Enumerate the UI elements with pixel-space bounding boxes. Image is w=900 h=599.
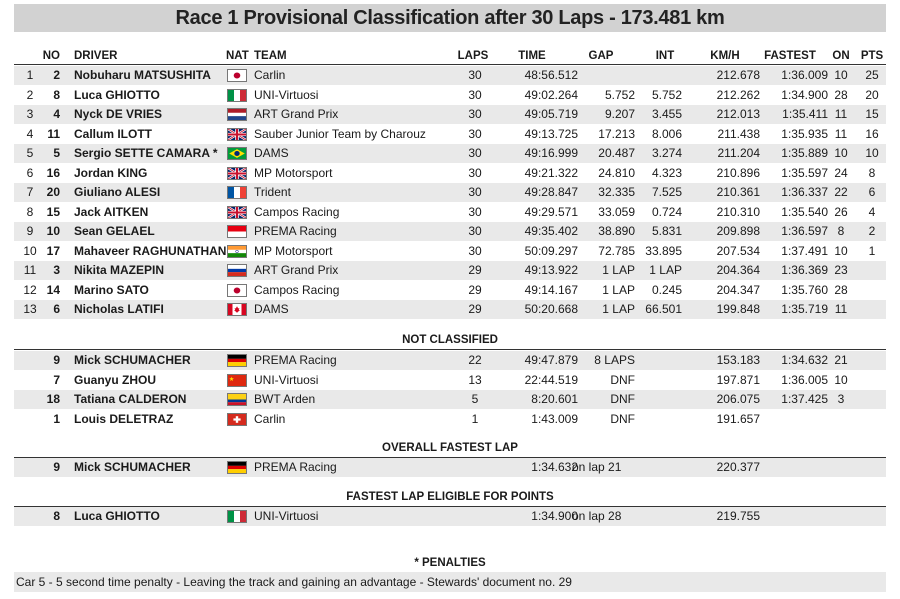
overall-fastest-title: OVERALL FASTEST LAP [382, 442, 518, 454]
team-name: DAMS [254, 302, 289, 316]
header-driver: DRIVER [74, 50, 118, 62]
laps: 13 [468, 372, 482, 387]
race-time: 49:05.719 [524, 107, 578, 121]
eligible-fastest-time: 1:34.900 [531, 509, 578, 523]
fastest-on-lap: 10 [834, 146, 848, 160]
table-row [14, 351, 886, 370]
driver-name: Mick SCHUMACHER [74, 353, 191, 367]
interval: 1 LAP [649, 263, 682, 277]
header-divider [14, 64, 886, 65]
team-name: ART Grand Prix [254, 263, 339, 277]
position: 6 [26, 165, 34, 180]
laps: 30 [468, 87, 482, 102]
overall-fastest-row [14, 458, 886, 477]
team-name: MP Motorsport [254, 243, 333, 258]
table-row [14, 144, 886, 163]
not-classified-divider [14, 349, 886, 350]
fastest-on-lap: 22 [834, 185, 848, 199]
table-row [14, 164, 886, 183]
speed-kmh: 212.262 [716, 87, 760, 102]
position: 5 [26, 146, 34, 160]
driver-name: Callum ILOTT [74, 126, 152, 141]
table-row [14, 86, 886, 105]
table-row [14, 281, 886, 300]
fastest-on-lap: 10 [834, 372, 848, 387]
team-name: Sauber Junior Team by Charouz [254, 126, 426, 141]
fastest-on-lap: 3 [837, 392, 845, 406]
header-on: ON [832, 50, 850, 62]
overall-fastest-kmh: 220.377 [716, 460, 760, 474]
team-name: UNI-Virtuosi [254, 87, 319, 102]
overall-fastest-driver: Mick SCHUMACHER [74, 460, 191, 474]
car-number: 10 [46, 224, 60, 238]
team-name: Campos Racing [254, 204, 340, 219]
driver-name: Mahaveer RAGHUNATHAN [74, 243, 227, 258]
car-number: 16 [46, 165, 60, 180]
driver-name: Sergio SETTE CAMARA * [74, 146, 218, 160]
race-time: 49:28.847 [524, 185, 578, 199]
fastest-on-lap: 11 [834, 302, 848, 316]
race-time: 49:35.402 [524, 224, 578, 238]
car-number: 14 [46, 282, 60, 297]
fastest-lap: 1:34.632 [781, 353, 828, 367]
car-number: 3 [53, 263, 60, 277]
team-name: ART Grand Prix [254, 107, 339, 121]
points: 15 [865, 107, 879, 121]
header-gap: GAP [588, 50, 614, 62]
interval: 0.245 [651, 282, 682, 297]
driver-name: Nicholas LATIFI [74, 302, 164, 316]
position: 8 [26, 204, 34, 219]
fastest-lap: 1:35.719 [781, 302, 828, 316]
driver-name: Nikita MAZEPIN [74, 263, 165, 277]
fastest-lap: 1:35.597 [781, 165, 828, 180]
eligible-fastest-no: 8 [53, 509, 60, 523]
fastest-lap: 1:36.337 [781, 185, 828, 199]
table-row [14, 183, 886, 202]
table-row [14, 261, 886, 280]
interval: 0.724 [651, 204, 682, 219]
gap: 1 LAP [602, 263, 635, 277]
fastest-on-lap: 28 [834, 282, 848, 297]
team-name: Trident [254, 185, 291, 199]
fastest-lap: 1:36.597 [781, 224, 828, 238]
flag-uk-icon [227, 206, 247, 219]
laps: 30 [468, 165, 482, 180]
laps: 30 [468, 68, 482, 82]
laps: 5 [471, 392, 479, 406]
laps: 22 [468, 353, 482, 367]
speed-kmh: 210.361 [716, 185, 760, 199]
penalty-text: Car 5 - 5 second time penalty - Leaving the track and gaining an advantage - Stewards' document no. 29 [14, 572, 886, 592]
car-number: 9 [53, 353, 60, 367]
fastest-lap: 1:36.009 [781, 68, 828, 82]
team-name: BWT Arden [254, 392, 316, 406]
interval: 4.323 [651, 165, 682, 180]
gap: 38.890 [598, 224, 635, 238]
car-number: 2 [53, 68, 60, 82]
fastest-on-lap: 11 [834, 126, 848, 141]
gap: DNF [610, 411, 635, 426]
race-time: 1:43.009 [531, 411, 578, 426]
speed-kmh: 211.438 [717, 126, 760, 141]
interval: 7.525 [651, 185, 682, 199]
points [858, 281, 886, 300]
speed-kmh: 212.013 [716, 107, 760, 121]
team-name: UNI-Virtuosi [254, 372, 319, 387]
driver-name: Guanyu ZHOU [74, 372, 157, 387]
fastest-lap: 1:35.540 [781, 204, 828, 219]
points: 10 [865, 146, 879, 160]
race-time: 49:02.264 [524, 87, 578, 102]
header-laps: LAPS [457, 50, 489, 62]
laps: 30 [468, 204, 482, 219]
driver-name: Luca GHIOTTO [74, 87, 160, 102]
gap: 32.335 [598, 185, 635, 199]
race-time: 49:29.571 [524, 204, 578, 219]
eligible-fastest-team: UNI-Virtuosi [254, 509, 319, 523]
table-row [14, 300, 886, 319]
driver-name: Nyck DE VRIES [74, 107, 163, 121]
gap [584, 66, 635, 85]
team-name: Carlin [254, 68, 286, 82]
car-number: 17 [46, 243, 60, 258]
car-number: 8 [53, 87, 60, 102]
table-row [14, 390, 886, 409]
fastest-lap: 1:35.935 [781, 126, 828, 141]
car-number: 5 [53, 146, 60, 160]
gap: 17.213 [598, 126, 635, 141]
table-row [14, 371, 886, 390]
laps: 30 [468, 224, 482, 238]
position: 2 [26, 87, 34, 102]
fastest-lap: 1:36.369 [781, 263, 828, 277]
laps: 29 [468, 263, 482, 277]
gap: 24.810 [598, 165, 635, 180]
table-row [14, 203, 886, 222]
laps: 29 [468, 302, 482, 316]
driver-name: Nobuharu MATSUSHITA [74, 68, 211, 82]
position: 3 [26, 107, 34, 121]
car-number: 7 [53, 372, 60, 387]
interval: 8.006 [651, 126, 682, 141]
car-number: 4 [53, 107, 60, 121]
team-name: DAMS [254, 146, 289, 160]
eligible-fastest-kmh: 219.755 [716, 509, 760, 523]
speed-kmh: 210.310 [716, 204, 760, 219]
position: 9 [26, 224, 34, 238]
laps: 1 [471, 411, 479, 426]
not-classified-title: NOT CLASSIFIED [402, 334, 498, 346]
race-time: 49:16.999 [524, 146, 578, 160]
fastest-on-lap: 26 [834, 204, 848, 219]
gap: 1 LAP [602, 302, 635, 316]
position: 10 [23, 243, 37, 258]
gap: 8 LAPS [594, 353, 635, 367]
header-int: INT [655, 50, 675, 62]
gap: 33.059 [598, 204, 635, 219]
table-row [14, 105, 886, 124]
race-time: 8:20.601 [531, 392, 578, 406]
speed-kmh: 191.657 [716, 411, 760, 426]
car-number: 18 [46, 392, 60, 406]
fastest-on-lap: 8 [837, 224, 845, 238]
overall-fastest-onlap: on lap 21 [572, 460, 622, 474]
position: 13 [23, 302, 37, 316]
interval: 5.831 [651, 224, 682, 238]
laps: 30 [468, 126, 482, 141]
flag-japan-icon [227, 284, 247, 297]
header-kmh: KM/H [710, 50, 740, 62]
fastest-lap: 1:34.900 [781, 87, 828, 102]
eligible-fastest-title: FASTEST LAP ELIGIBLE FOR POINTS [346, 491, 554, 503]
flag-italy-icon [227, 89, 247, 102]
table-row [14, 66, 886, 85]
race-time: 49:13.922 [524, 263, 578, 277]
eligible-fastest-onlap: on lap 28 [572, 509, 622, 523]
car-number: 15 [46, 204, 60, 219]
fastest-lap: 1:37.425 [781, 392, 828, 406]
interval: 66.501 [645, 302, 682, 316]
eligible-fastest-row [14, 507, 886, 526]
flag-netherlands-icon [227, 108, 247, 121]
flag-brazil-icon [227, 147, 247, 160]
speed-kmh: 199.848 [716, 302, 760, 316]
header-fastest: FASTEST [764, 50, 816, 62]
fastest-on-lap [826, 410, 856, 429]
team-name: PREMA Racing [254, 353, 337, 367]
flag-italy-icon [227, 510, 247, 523]
gap: 9.207 [604, 107, 635, 121]
fastest-lap [764, 410, 828, 429]
car-number: 6 [53, 302, 60, 316]
fastest-on-lap: 11 [834, 107, 848, 121]
race-time: 49:47.879 [524, 353, 578, 367]
position: 4 [26, 126, 34, 141]
flag-russia-icon [227, 264, 247, 277]
points: 6 [868, 185, 876, 199]
fastest-on-lap: 28 [834, 87, 848, 102]
laps: 29 [468, 282, 482, 297]
driver-name: Louis DELETRAZ [74, 411, 174, 426]
points: 1 [868, 243, 876, 258]
table-row [14, 242, 886, 261]
gap: 1 LAP [602, 282, 635, 297]
speed-kmh: 210.896 [716, 165, 760, 180]
points: 2 [868, 224, 876, 238]
fastest-lap: 1:35.411 [782, 107, 828, 121]
fastest-lap: 1:35.760 [781, 282, 828, 297]
flag-canada-icon [227, 303, 247, 316]
speed-kmh: 212.678 [716, 68, 760, 82]
fastest-on-lap: 10 [834, 243, 848, 258]
team-name: PREMA Racing [254, 224, 337, 238]
fastest-on-lap: 10 [834, 68, 848, 82]
driver-name: Marino SATO [74, 282, 149, 297]
position: 11 [23, 263, 37, 277]
flag-uk-icon [227, 167, 247, 180]
speed-kmh: 207.534 [716, 243, 760, 258]
eligible-fastest-driver: Luca GHIOTTO [74, 509, 160, 523]
fastest-on-lap: 24 [834, 165, 848, 180]
car-number: 1 [53, 411, 60, 426]
race-time: 50:09.297 [524, 243, 578, 258]
points: 8 [868, 165, 876, 180]
interval: 3.455 [651, 107, 682, 121]
speed-kmh: 206.075 [716, 392, 760, 406]
points [858, 300, 886, 319]
points: 25 [865, 68, 879, 82]
header-nat: NAT [226, 50, 249, 62]
fastest-lap: 1:35.889 [781, 146, 828, 160]
table-row [14, 222, 886, 241]
table-row [14, 410, 886, 429]
flag-japan-icon [227, 69, 247, 82]
flag-india-icon [227, 245, 247, 258]
race-time: 49:21.322 [524, 165, 578, 180]
speed-kmh: 197.871 [716, 372, 760, 387]
team-name: Carlin [254, 411, 286, 426]
laps: 30 [468, 243, 482, 258]
flag-uk-icon [227, 128, 247, 141]
flag-france-icon [227, 186, 247, 199]
speed-kmh: 204.364 [716, 263, 760, 277]
flag-colombia-icon [227, 393, 247, 406]
speed-kmh: 209.898 [716, 224, 760, 238]
points: 20 [865, 87, 879, 102]
position: 7 [26, 185, 34, 199]
race-time: 49:14.167 [524, 282, 578, 297]
fastest-lap: 1:36.005 [781, 372, 828, 387]
interval: 33.895 [645, 243, 682, 258]
speed-kmh: 153.183 [716, 353, 760, 367]
points: 16 [865, 126, 879, 141]
driver-name: Sean GELAEL [74, 224, 155, 238]
overall-fastest-team: PREMA Racing [254, 460, 337, 474]
gap: 5.752 [604, 87, 635, 102]
header-pts: PTS [860, 50, 884, 62]
header-time: TIME [518, 50, 546, 62]
points: 4 [868, 204, 876, 219]
page-title: Race 1 Provisional Classification after 30 Laps - 173.481 km [14, 4, 886, 32]
race-time: 49:13.725 [524, 126, 578, 141]
speed-kmh: 204.347 [716, 282, 760, 297]
overall-fastest-no: 9 [53, 460, 60, 474]
gap: 20.487 [598, 146, 635, 160]
interval: 3.274 [651, 146, 682, 160]
position: 12 [23, 282, 37, 297]
flag-switzerland-icon [227, 413, 247, 426]
laps: 30 [468, 185, 482, 199]
laps: 30 [468, 107, 482, 121]
flag-china-icon [227, 374, 247, 387]
points [858, 261, 886, 280]
header-no: NO [42, 50, 60, 62]
race-time: 50:20.668 [524, 302, 578, 316]
driver-name: Tatiana CALDERON [74, 392, 187, 406]
car-number: 20 [46, 185, 60, 199]
laps: 30 [468, 146, 482, 160]
team-name: Campos Racing [254, 282, 340, 297]
header-team: TEAM [254, 50, 287, 62]
table-row [14, 125, 886, 144]
team-name: MP Motorsport [254, 165, 333, 180]
gap: DNF [610, 372, 635, 387]
fastest-lap: 1:37.491 [781, 243, 828, 258]
position: 1 [26, 68, 34, 82]
speed-kmh: 211.204 [717, 146, 760, 160]
flag-germany-icon [227, 461, 247, 474]
interval: 5.752 [651, 87, 682, 102]
fastest-on-lap: 23 [834, 263, 848, 277]
interval [634, 66, 682, 85]
fastest-on-lap: 21 [834, 353, 848, 367]
penalties-title: * PENALTIES [414, 557, 486, 569]
car-number: 11 [47, 126, 60, 141]
overall-fastest-time: 1:34.632 [531, 460, 578, 474]
flag-germany-icon [227, 354, 247, 367]
race-time: 48:56.512 [524, 68, 578, 82]
driver-name: Giuliano ALESI [74, 185, 161, 199]
driver-name: Jordan KING [74, 165, 148, 180]
gap: DNF [610, 392, 635, 406]
flag-indonesia-icon [227, 225, 247, 238]
race-time: 22:44.519 [524, 372, 578, 387]
gap: 72.785 [598, 243, 635, 258]
driver-name: Jack AITKEN [74, 204, 149, 219]
